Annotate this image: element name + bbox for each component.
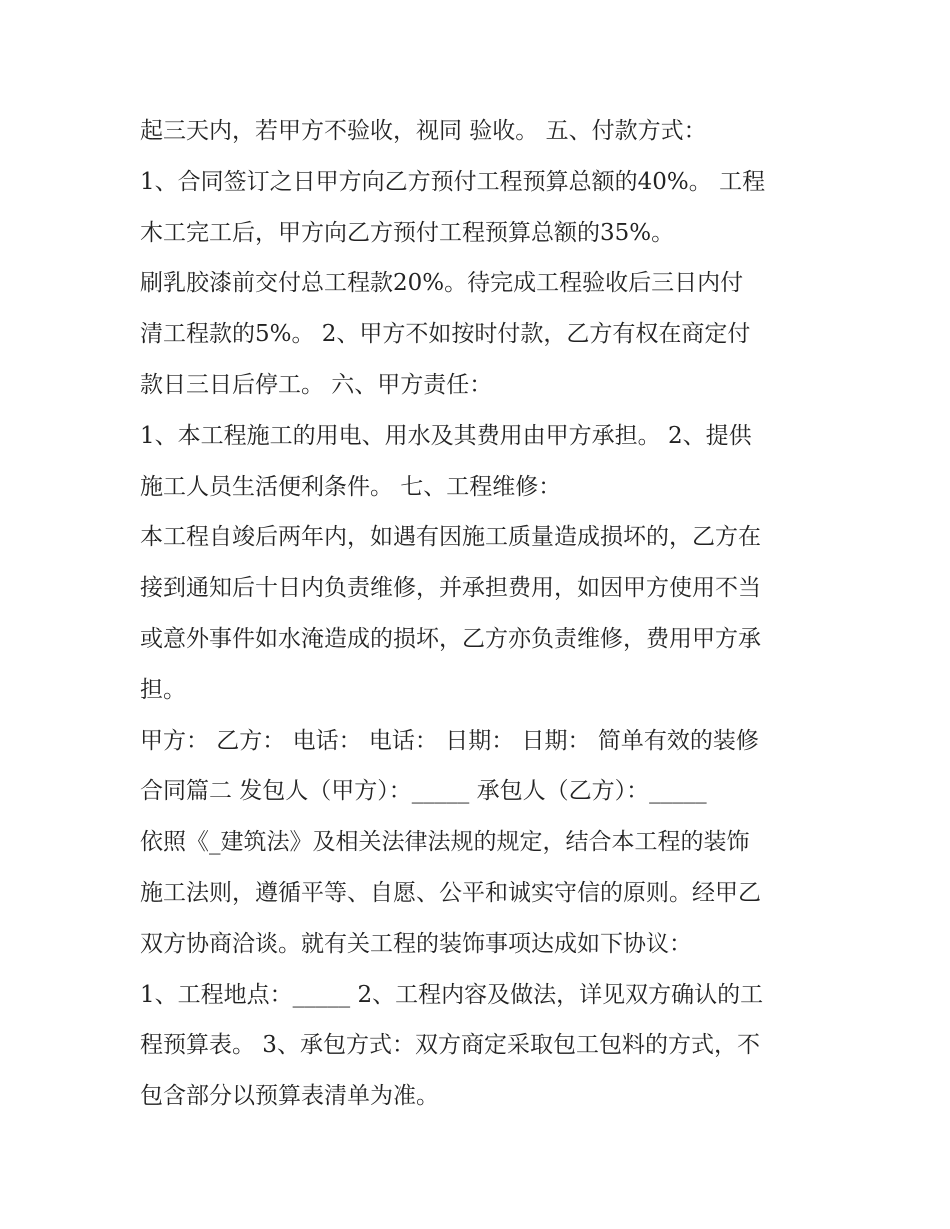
- text-line-3: 木工完工后，甲方向乙方预付工程预算总额的35%。: [140, 219, 675, 246]
- text-line-13: 甲方： 乙方： 电话： 电话： 日期： 日期： 简单有效的装修: [140, 727, 759, 754]
- text-line-18: 1、工程地点：_____ 2、工程内容及做法，详见双方确认的工: [140, 981, 764, 1008]
- text-line-2: 1、合同签订之日甲方向乙方预付工程预算总额的40%。 工程: [140, 168, 766, 195]
- text-line-11: 或意外事件如水淹造成的损坏，乙方亦负责维修，费用甲方承: [140, 625, 761, 652]
- text-line-14: 合同篇二 发包人（甲方）：_____ 承包人（乙方）：_____: [140, 778, 707, 805]
- text-line-15: 依照《_建筑法》及相关法律法规的规定，结合本工程的装饰: [140, 829, 750, 856]
- text-line-20: 包含部分以预算表清单为准。: [140, 1083, 439, 1110]
- text-line-8: 施工人员生活便利条件。 七、工程维修：: [140, 473, 562, 500]
- text-line-4: 刷乳胶漆前交付总工程款20%。待完成工程验收后三日内付: [140, 270, 744, 297]
- text-line-7: 1、本工程施工的用电、用水及其费用由甲方承担。 2、提供: [140, 422, 752, 449]
- text-line-12: 担。: [140, 676, 186, 703]
- text-line-16: 施工法则，遵循平等、自愿、公平和诚实守信的原则。经甲乙: [140, 879, 761, 906]
- text-line-1: 起三天内，若甲方不验收，视同 验收。 五、付款方式：: [140, 118, 707, 144]
- contract-text-body: [140, 106, 820, 1122]
- text-line-9: 本工程自竣后两年内，如遇有因施工质量造成损坏的，乙方在: [140, 524, 761, 551]
- text-line-5: 清工程款的5%。 2、甲方不如按时付款，乙方有权在商定付: [140, 321, 751, 348]
- text-line-10: 接到通知后十日内负责维修，并承担费用，如因甲方使用不当: [140, 575, 761, 602]
- text-line-6: 款日三日后停工。 六、甲方责任：: [140, 371, 493, 398]
- text-line-19: 程预算表。 3、承包方式：双方商定采取包工包料的方式，不: [140, 1032, 760, 1059]
- text-line-17: 双方协商洽谈。就有关工程的装饰事项达成如下协议：: [140, 930, 692, 957]
